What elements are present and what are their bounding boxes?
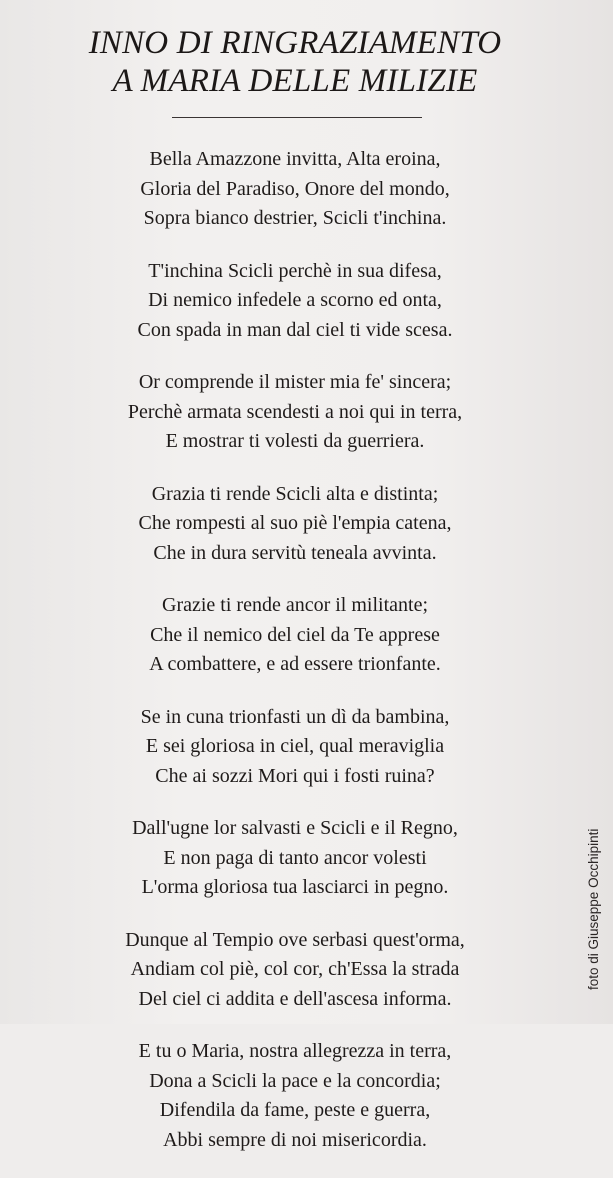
verse: Or comprende il mister mia fe' sincera; [138, 371, 452, 393]
verse: Andiam col piè, col cor, ch'Essa la strada [130, 958, 460, 980]
verse: Grazia ti rende Scicli alta e distinta; [151, 482, 439, 505]
title-divider [172, 117, 422, 118]
stanza-5 [0, 591, 590, 680]
stanza-2 [0, 257, 590, 346]
verse: Che rompesti al suo piè l'empia catena, [138, 512, 452, 534]
verse: Difendila da fame, peste e guerra, [159, 1099, 431, 1121]
verse: Bella Amazzone invitta, Alta eroina, [149, 148, 441, 170]
verse: Che il nemico del ciel da Te apprese [150, 623, 440, 646]
stanza-3 [0, 368, 590, 457]
verse: Sopra bianco destrier, Scicli t'inchina. [143, 207, 447, 229]
verse: Di nemico infedele a scorno ed onta, [148, 289, 442, 311]
verse: Grazie ti rende ancor il militante; [162, 594, 428, 616]
verse: Dall'ugne lor salvasti e Scicli e il Regno, [132, 817, 458, 839]
title-line-2: A MARIA DELLE MILIZIE [112, 63, 478, 99]
stanza-1 [0, 145, 590, 234]
verse: E tu o Maria, nostra allegrezza in terra, [138, 1040, 452, 1062]
verse: Dona a Scicli la pace e la concordia; [149, 1069, 441, 1092]
verse: Che ai sozzi Mori qui i fosti ruina? [155, 764, 435, 787]
verse: Se in cuna trionfasti un dì da bambina, [140, 705, 450, 728]
verse: E sei gloriosa in ciel, qual meraviglia [145, 735, 445, 757]
verse: A combattere, e ad essere trionfante. [149, 653, 441, 675]
stanza-7 [0, 814, 590, 903]
verse: Gloria del Paradiso, Onore del mondo, [140, 177, 450, 200]
title-line-1: INNO DI RINGRAZIAMENTO [88, 25, 502, 61]
stanza-4 [0, 480, 590, 569]
verse: Perchè armata scendesti a noi qui in terra, [127, 400, 463, 423]
stanza-9 [0, 1037, 590, 1155]
poem-title [0, 24, 590, 100]
verse: Che in dura servitù teneala avvinta. [153, 541, 437, 564]
verse: Con spada in man dal ciel ti vide scesa. [137, 318, 453, 341]
verse: Abbi sempre di noi misericordia. [163, 1128, 427, 1151]
verse: L'orma gloriosa tua lasciarci in pegno. [141, 876, 449, 898]
verse: T'inchina Scicli perchè in sua difesa, [148, 259, 442, 282]
verse: E non paga di tanto ancor volesti [163, 846, 427, 869]
photo-credit: foto di Giuseppe Occhipinti [586, 828, 601, 990]
verse: E mostrar ti volesti da guerriera. [165, 430, 425, 452]
stanza-8 [0, 926, 590, 1015]
poem-body [0, 145, 590, 1178]
stanza-6 [0, 703, 590, 792]
verse: Del ciel ci addita e dell'ascesa informa. [138, 987, 452, 1010]
verse: Dunque al Tempio ove serbasi quest'orma, [125, 928, 465, 951]
